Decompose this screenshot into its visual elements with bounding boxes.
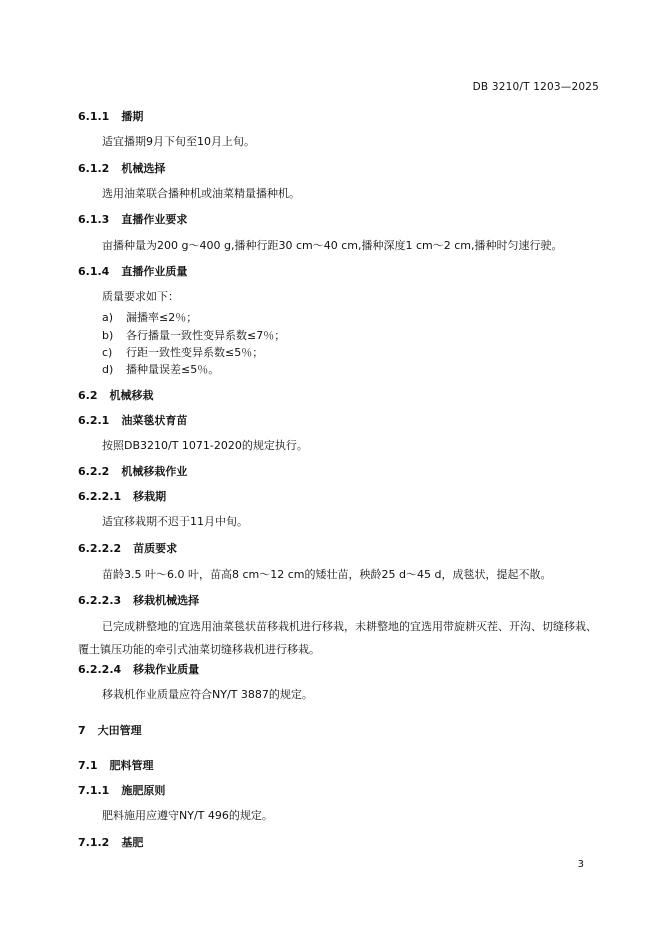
- section-heading-7-1-1: [78, 784, 165, 798]
- section-title: 移栽作业质量: [133, 663, 200, 676]
- section-heading-7-1: [78, 759, 154, 773]
- section-title: 直播作业要求: [121, 213, 188, 226]
- section-number: 6.2.2.1: [78, 490, 122, 503]
- section-number: 6.1.1: [78, 110, 110, 123]
- document-id-header: DB 3210/T 1203—2025: [472, 81, 599, 93]
- section-heading-7: [78, 724, 142, 738]
- section-title: 基肥: [121, 836, 144, 849]
- list-marker: a): [102, 311, 114, 324]
- paragraph: 适宜移栽期不迟于11月中旬。: [102, 515, 248, 528]
- section-heading-6-2: [78, 389, 154, 403]
- section-title: 直播作业质量: [121, 265, 188, 278]
- section-title: 机械移栽: [109, 389, 154, 402]
- section-number: 7: [78, 724, 86, 737]
- list-text: 各行播量一致性变异系数≤7％；: [126, 329, 286, 342]
- section-number: 6.1.3: [78, 213, 110, 226]
- paragraph: 选用油菜联合播种机或油菜精量播种机。: [102, 187, 300, 200]
- section-title: 施肥原则: [121, 784, 166, 797]
- list-marker: c): [102, 346, 113, 359]
- list-text: 漏播率≤2％；: [126, 311, 198, 324]
- page-number: 3: [577, 859, 584, 870]
- list-item: [102, 311, 197, 325]
- section-heading-6-1-3: [78, 213, 187, 227]
- paragraph: 已完成耕整地的宜选用油菜毯状苗移栽机进行移栽，未耕整地的宜选用带旋耕灭茬、开沟、切缝移栽、覆土镇压功能的牵引式油菜切缝移栽机进行移栽。: [78, 620, 597, 656]
- list-marker: b): [102, 329, 114, 342]
- section-number: 6.2.2.2: [78, 542, 122, 555]
- list-text: 播种量误差≤5％。: [126, 363, 220, 376]
- section-heading-6-1-4: [78, 265, 187, 279]
- paragraph: 苗龄3.5 叶～6.0 叶，苗高8 cm～12 cm的矮壮苗，秧龄25 d～45 d，成毯状，提起不散。: [102, 568, 552, 581]
- paragraph: 移栽机作业质量应符合NY/T 3887的规定。: [102, 688, 313, 701]
- section-title: 苗质要求: [133, 542, 178, 555]
- section-number: 6.2: [78, 389, 98, 402]
- paragraph: 质量要求如下：: [102, 290, 179, 303]
- section-number: 6.1.2: [78, 162, 110, 175]
- section-title: 移栽机械选择: [133, 594, 200, 607]
- section-heading-6-1-1: [78, 110, 143, 124]
- paragraph: 亩播种量为200 g～400 g,播种行距30 cm～40 cm,播种深度1 cm～2 cm,播种时匀速行驶。: [102, 239, 563, 252]
- section-title: 大田管理: [97, 724, 142, 737]
- section-number: 6.1.4: [78, 265, 110, 278]
- section-number: 6.2.2.3: [78, 594, 122, 607]
- section-title: 油菜毯状育苗: [121, 414, 188, 427]
- section-heading-6-2-2-1: [78, 490, 166, 504]
- section-title: 机械移栽作业: [121, 465, 188, 478]
- paragraph: 按照DB3210/T 1071-2020的规定执行。: [102, 439, 308, 452]
- section-number: 7.1.1: [78, 784, 110, 797]
- list-marker: d): [102, 363, 114, 376]
- section-heading-6-2-2-3: [78, 594, 199, 608]
- section-heading-6-1-2: [78, 162, 165, 176]
- section-title: 播期: [121, 110, 144, 123]
- section-heading-6-2-1: [78, 414, 187, 428]
- paragraph: 肥料施用应遵守NY/T 496的规定。: [102, 809, 273, 822]
- list-item: [102, 329, 285, 343]
- section-title: 肥料管理: [109, 759, 154, 772]
- section-heading-6-2-2: [78, 465, 187, 479]
- list-text: 行距一致性变异系数≤5％；: [126, 346, 264, 359]
- section-title: 机械选择: [121, 162, 166, 175]
- list-item: [102, 363, 219, 377]
- section-number: 6.2.2.4: [78, 663, 122, 676]
- section-heading-7-1-2: [78, 836, 143, 850]
- section-heading-6-2-2-2: [78, 542, 177, 556]
- list-item: [102, 346, 263, 360]
- section-number: 6.2.2: [78, 465, 110, 478]
- section-title: 移栽期: [133, 490, 167, 503]
- paragraph: 适宜播期9月下旬至10月上旬。: [102, 135, 255, 148]
- section-heading-6-2-2-4: [78, 663, 199, 677]
- section-number: 6.2.1: [78, 414, 110, 427]
- section-number: 7.1: [78, 759, 98, 772]
- section-number: 7.1.2: [78, 836, 110, 849]
